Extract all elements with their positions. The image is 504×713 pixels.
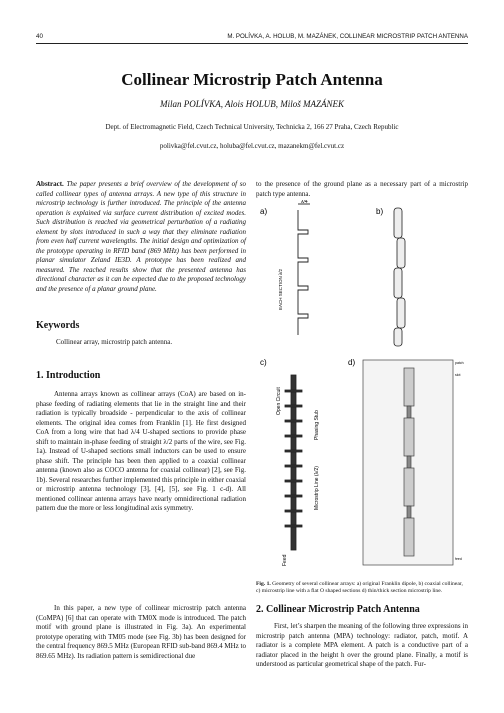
emails: polivka@fel.cvut.cz, holuba@fel.cvut.cz, mazanekm@fel.cvut.cz [159,142,345,150]
fig-label-b: b) [376,207,384,216]
section1-para1: Antenna arrays known as collinear arrays (CoA) are based on in-phase feeding of radiating elements that lie in the straight line and their radiation is typically broadside - perpendicular to the axis of collinear elements. The original idea comes from Franklin [1]. He first designed CoA from a long wire that had λ/4 U-shaped sections to provide phase shift to maintain in-phase feeding of straight λ/2 parts of the wire, see Fig. 1a). Instead of U-shaped sections small inductors can be used to ensure phase shift. The principle has been then applied to a coaxial collinear antenna (known also as COCO antenna for coaxial collinear) [2], see Fig. 1b). Several researches further implemented this principle in either coaxial or microstrip antenna technology [3], [4], [5], see Fig. 1 c-d). All mentioned collinear antenna arrays have nearly omnidirectional radiation pattern due the more or less longitudinal axis symmetry. [36,390,246,512]
coaxial-collinear [394,208,405,346]
fig-c-feed: Feed [282,554,288,566]
abstract-text: The paper presents a brief overview of the development of so called collinear types of antenna arrays. A new type of this structure in microstrip technology is further introduced. The principle of the antenna operation is explained via surface current distribution of excited modes. Such distribution is reached via geometrical perturbation of a radiating element by slots introduced in such a way that they eliminate radiation from even half current wavelengths. The initial design and optimization of the prototype operating in RFID band (869 MHz) has been performed in planar simulator Zeland IE3D. A prototype has been realized and measured. The reached results show that the presented antenna has directional character as it can be expected due to the proposed technology and the presence of a planar ground plane. [36,180,247,293]
fig-d-note-1: patch [455,361,464,365]
fig-d-note-3: feed [455,557,462,561]
fig-label-d: d) [348,358,356,367]
section1-para2: In this paper, a new type of collinear microstrip patch antenna (CoMPA) [6] that can operate with TM0X mode is introduced. The patch motif with ground plane is illustrated in Fig. 3a). An experimental prototype operating with TM05 mode (see Fig. 3b) has been designed for the central frequency 869.5 MHz (European RFID sub-band 869.4 MHz to 869.65 MHz). Its radiation pattern is semidirectional due [36,604,246,660]
figure-1-graphic [258,200,468,570]
fig-label-a: a) [260,207,268,216]
abstract [36,180,246,294]
caption-text: Geometry of several collinear arrays: a) original Franklin dipole, b) coaxial collinear, c) microstrip line with a flat O shaped sections d) thin/thick section microstrip line. [256,581,463,595]
running-title: M. POLÍVKA, A. HOLUB, M. MAZÁNEK, COLLINEAR MICROSTRIP PATCH ANTENNA [227,33,468,40]
section2-para: First, let’s sharpen the meaning of the following three expressions in microstrip patch antenna (MPA) technology: radiator, patch, motif. A radiator is a complete MPA element. A patch is a conductive part of a radiator placed in the height h over the ground plane. Finally, a motif is understood as particular geometrical shape of the patch. Fur- [256,622,468,668]
authors: Milan POLÍVKA, Alois HOLUB, Miloš MAZÁNEK [159,99,345,109]
section2-heading: 2. Collinear Microstrip Patch Antenna [256,604,420,615]
microstrip-collinear [285,375,302,550]
figure-1 [258,200,468,570]
fig-c-open: Open Circuit [276,387,282,415]
right-column-text: to the presence of the ground plane as a necessary part of a microstrip patch type antenna. [256,180,468,198]
running-header [36,33,468,40]
section1-heading: 1. Introduction [36,370,101,381]
figure-1-caption [256,581,468,596]
franklin-dipole [298,204,310,335]
fig-c-line: Microstrip Line (λ/2) [314,466,320,510]
header-rule [36,43,468,44]
keywords-text: Collinear array, microstrip patch antenna. [56,338,173,346]
fig-c-phasing: Phasing Stub [314,410,320,440]
fig-label-c: c) [260,358,267,367]
fig-d-note-2: slot [455,373,461,377]
affiliation: Dept. of Electromagnetic Field, Czech Technical University, Technicka 2, 166 27 Praha, Czech Republic [105,123,399,131]
paper-title: Collinear Microstrip Patch Antenna [121,70,383,89]
fig-a-dim: λ/4 [301,200,308,205]
thin-thick-microstrip [363,360,453,565]
abstract-label: Abstract. [36,180,64,188]
fig-a-side: EACH SECTION λ/2 [278,268,283,310]
keywords-heading: Keywords [36,320,80,331]
page-number: 40 [36,33,43,40]
caption-label: Fig. 1. [256,581,271,587]
